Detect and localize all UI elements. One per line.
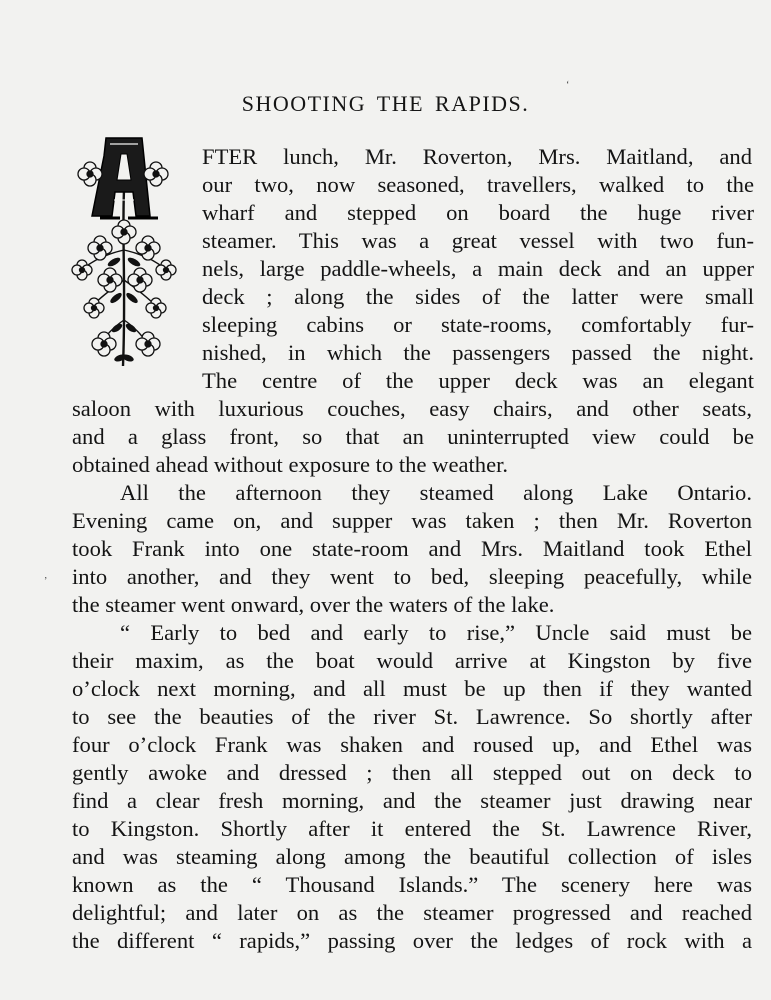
text-line: o’clock next morning, and all must be up then if they wanted (72, 676, 752, 701)
text-line: steamer. This was a great vessel with two fun- (202, 228, 754, 253)
text-line: gently awoke and dressed ; then all stepped out on deck to (72, 760, 752, 785)
text-line: FTER lunch, Mr. Roverton, Mrs. Maitland, and (202, 144, 752, 169)
text-line: and was steaming along among the beautiful collection of isles (72, 844, 752, 869)
text-line: wharf and stepped on board the huge river (202, 200, 754, 225)
text-line: find a clear fresh morning, and the steamer just drawing near (72, 788, 752, 813)
print-speck: ’ (44, 576, 48, 587)
text-line: All the afternoon they steamed along Lake Ontario. (120, 480, 752, 505)
text-line: took Frank into one state-room and Mrs. Maitland took Ethel (72, 536, 752, 561)
chapter-title: SHOOTING THE RAPIDS. (241, 91, 530, 116)
text-line: the steamer went onward, over the waters of the lake. (72, 592, 555, 617)
text-line: known as the “ Thousand Islands.” The scenery here was (72, 872, 752, 897)
text-line: to Kingston. Shortly after it entered the St. Lawrence River, (72, 816, 752, 841)
text-line: “ Early to bed and early to rise,” Uncle said must be (120, 620, 752, 645)
text-line: sleeping cabins or state-rooms, comfortably fur- (202, 312, 754, 337)
text-line: four o’clock Frank was shaken and roused up, and Ethel was (72, 732, 752, 757)
text-line: saloon with luxurious couches, easy chairs, and other seats, (72, 396, 752, 421)
text-line: deck ; along the sides of the latter were small (202, 284, 754, 309)
text-line: Evening came on, and supper was taken ; then Mr. Roverton (72, 508, 752, 533)
text-line: delightful; and later on as the steamer progressed and reached (72, 900, 752, 925)
text-line: and a glass front, so that an uninterrupted view could be (72, 424, 754, 449)
text-line: obtained ahead without exposure to the weather. (72, 452, 509, 477)
print-speck: ‘ (566, 80, 570, 91)
text-line: nished, in which the passengers passed the night. (202, 340, 754, 365)
text-line: nels, large paddle-wheels, a main deck and an upper (202, 256, 754, 281)
text-line: the different “ rapids,” passing over the ledges of rock with a (72, 928, 752, 953)
text-line: our two, now seasoned, travellers, walked to the (202, 172, 754, 197)
floral-ornament-icon (70, 130, 178, 370)
text-line: The centre of the upper deck was an elegant (202, 368, 754, 393)
text-line: into another, and they went to bed, sleeping peacefully, while (72, 564, 752, 589)
text-line: their maxim, as the boat would arrive at Kingston by five (72, 648, 752, 673)
text-line: to see the beauties of the river St. Lawrence. So shortly after (72, 704, 752, 729)
